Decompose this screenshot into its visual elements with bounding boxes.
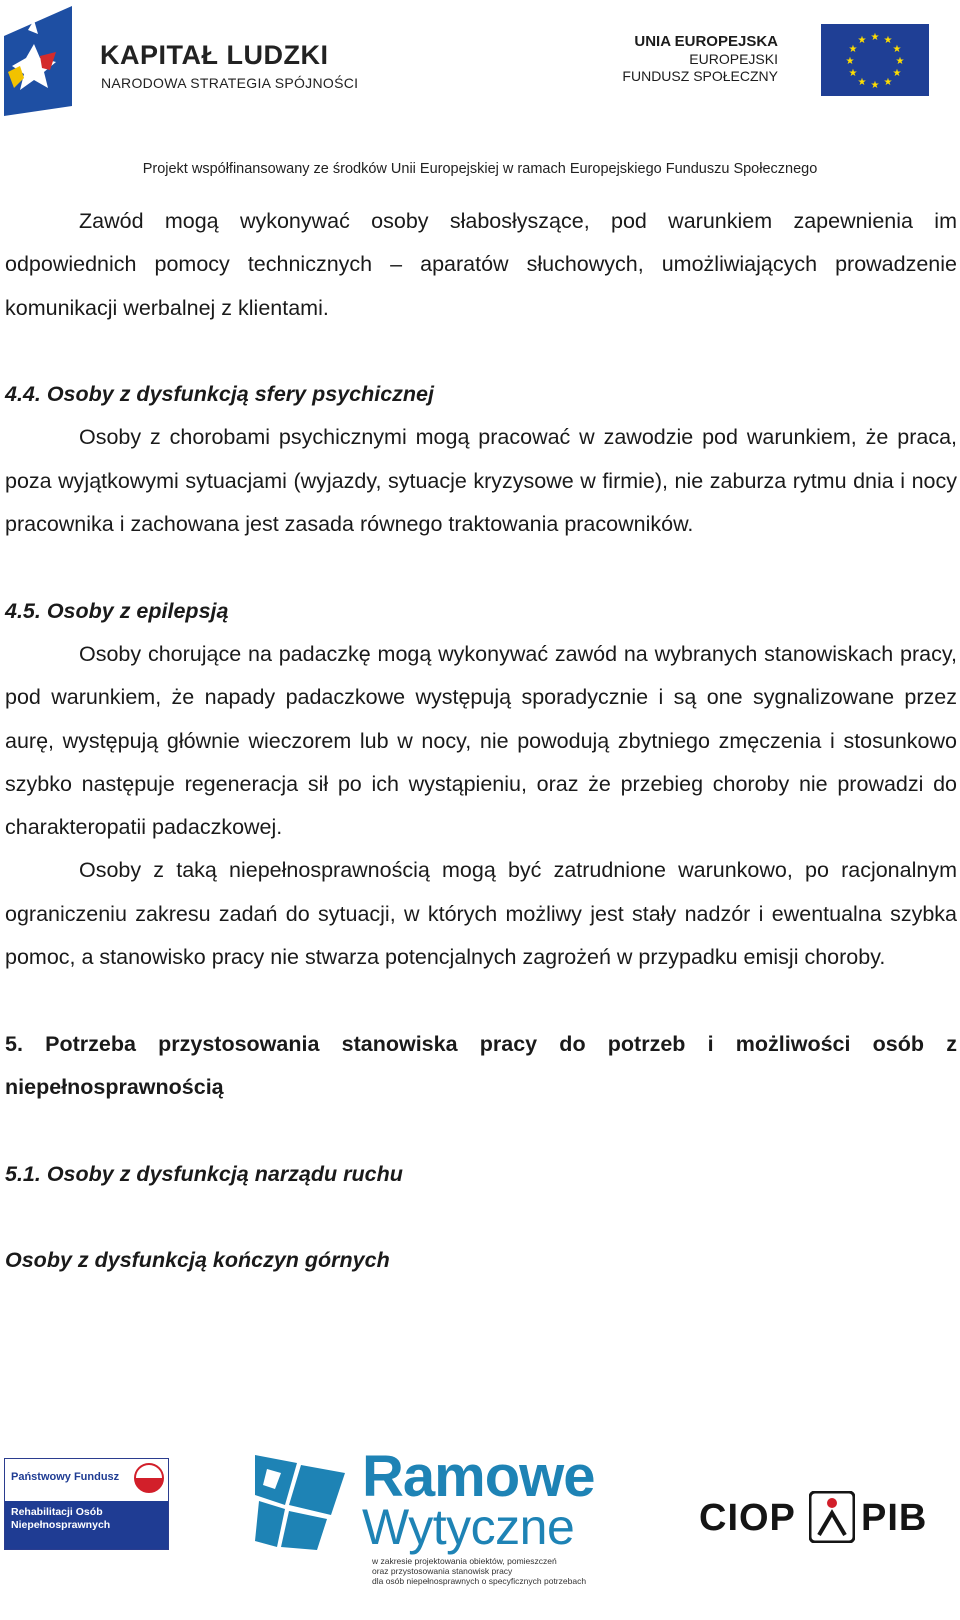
- svg-text:★: ★: [892, 68, 902, 79]
- heading-5-1: 5.1. Osoby z dysfunkcją narządu ruchu: [5, 1161, 403, 1186]
- heading-5: 5. Potrzeba przystosowania stanowiska pracy do potrzeb i możliwości osób z niepełnosprawnością: [5, 1031, 957, 1099]
- svg-text:★: ★: [857, 77, 867, 88]
- svg-text:★: ★: [848, 44, 858, 55]
- svg-text:★: ★: [892, 44, 902, 55]
- paragraph-epilepsy-2: Osoby z taką niepełnosprawnością mogą być zatrudnione warunkowo, po racjonalnym ograniczeniu zakresu zadań do sytuacji, w których możliwy jest stały nadzór i ewentualna szybka pomoc, a stanowisko pracy nie stwarza potencjalnych zagrożeń w przypadku emisji choroby.: [5, 858, 957, 970]
- svg-text:★: ★: [845, 56, 855, 67]
- paragraph-hearing: Zawód mogą wykonywać osoby słabosłyszące, pod warunkiem zapewnienia im odpowiednich pomocy technicznych – aparatów słuchowych, umożliwiających prowadzenie komunikacji werbalnej z klientami.: [5, 209, 957, 320]
- svg-text:★: ★: [883, 35, 893, 46]
- rw-subtitle-line-2: oraz przystosowania stanowisk pracy: [372, 1566, 513, 1576]
- ciop-text: CIOP: [699, 1497, 796, 1539]
- svg-text:★: ★: [857, 35, 867, 46]
- eu-fund-text: [622, 33, 778, 85]
- wytyczne-title: Wytyczne: [362, 1499, 575, 1555]
- kapital-ludzki-logo-icon: [4, 6, 74, 116]
- svg-text:★: ★: [848, 68, 858, 79]
- eu-line-2: EUROPEJSKI: [689, 51, 778, 67]
- svg-text:★: ★: [870, 32, 880, 43]
- eu-line-3: FUNDUSZ SPOŁECZNY: [622, 68, 778, 84]
- pfron-flag-icon: [134, 1463, 164, 1493]
- svg-text:★: ★: [883, 77, 893, 88]
- rw-subtitle-line-3: dla osób niepełnosprawnych o specyficznych potrzebach: [372, 1576, 587, 1586]
- svg-text:★: ★: [870, 80, 880, 91]
- pfron-line-3: Niepełnosprawnych: [11, 1519, 111, 1531]
- heading-4-4: 4.4. Osoby z dysfunkcją sfery psychicznej: [5, 382, 434, 407]
- paragraph-psych: Osoby z chorobami psychicznymi mogą pracować w zawodzie pod warunkiem, że praca, poza wyjątkowymi sytuacjami (wyjazdy, sytuacje kryzysowe w firmie), nie zaburza rytmu dnia i nocy pracownika i zachowana jest zasada równego traktowania pracowników.: [5, 425, 957, 537]
- svg-text:★: ★: [895, 56, 905, 67]
- ramowe-wytyczne-mark-icon: [255, 1455, 350, 1550]
- document-body: [5, 200, 957, 1282]
- page-footer: [0, 1444, 960, 1620]
- ramowe-wytyczne-subtitle: [372, 1556, 586, 1586]
- kapital-ludzki-subtitle: NARODOWA STRATEGIA SPÓJNOŚCI: [101, 75, 359, 91]
- heading-4-5: 4.5. Osoby z epilepsją: [5, 598, 229, 623]
- heading-upper-limbs: Osoby z dysfunkcją kończyn górnych: [5, 1248, 390, 1273]
- project-cofinancing-line: Projekt współfinansowany ze środków Unii Europejskiej w ramach Europejskiego Funduszu Społecznego: [142, 161, 818, 177]
- rw-subtitle-line-1: w zakresie projektowania obiektów, pomieszczeń: [372, 1556, 557, 1566]
- pfron-line-2: Rehabilitacji Osób: [11, 1506, 103, 1518]
- pfron-line-1: Państwowy Fundusz: [11, 1471, 120, 1483]
- page-header: [0, 0, 960, 180]
- ciop-pib-figure-icon: [809, 1491, 855, 1543]
- eu-flag-icon: [821, 24, 929, 96]
- ramowe-title: Ramowe: [362, 1444, 595, 1509]
- kapital-ludzki-title: KAPITAŁ LUDZKI: [100, 40, 329, 70]
- paragraph-epilepsy-1: Osoby chorujące na padaczkę mogą wykonywać zawód na wybranych stanowiskach pracy, pod warunkiem, że napady padaczkowe występują sporadycznie i są one sygnalizowane przez aurę, występują głównie wieczorem lub w nocy, nie powodują zbytniego zmęczenia i stosunkowo szybko następuje regeneracja sił po ich wystąpieniu, oraz że przebieg choroby nie prowadzi do charakteropatii padaczkowej.: [5, 641, 957, 840]
- pib-text: PIB: [861, 1497, 928, 1539]
- pfron-logo: [4, 1458, 169, 1550]
- eu-line-1: UNIA EUROPEJSKA: [634, 33, 778, 50]
